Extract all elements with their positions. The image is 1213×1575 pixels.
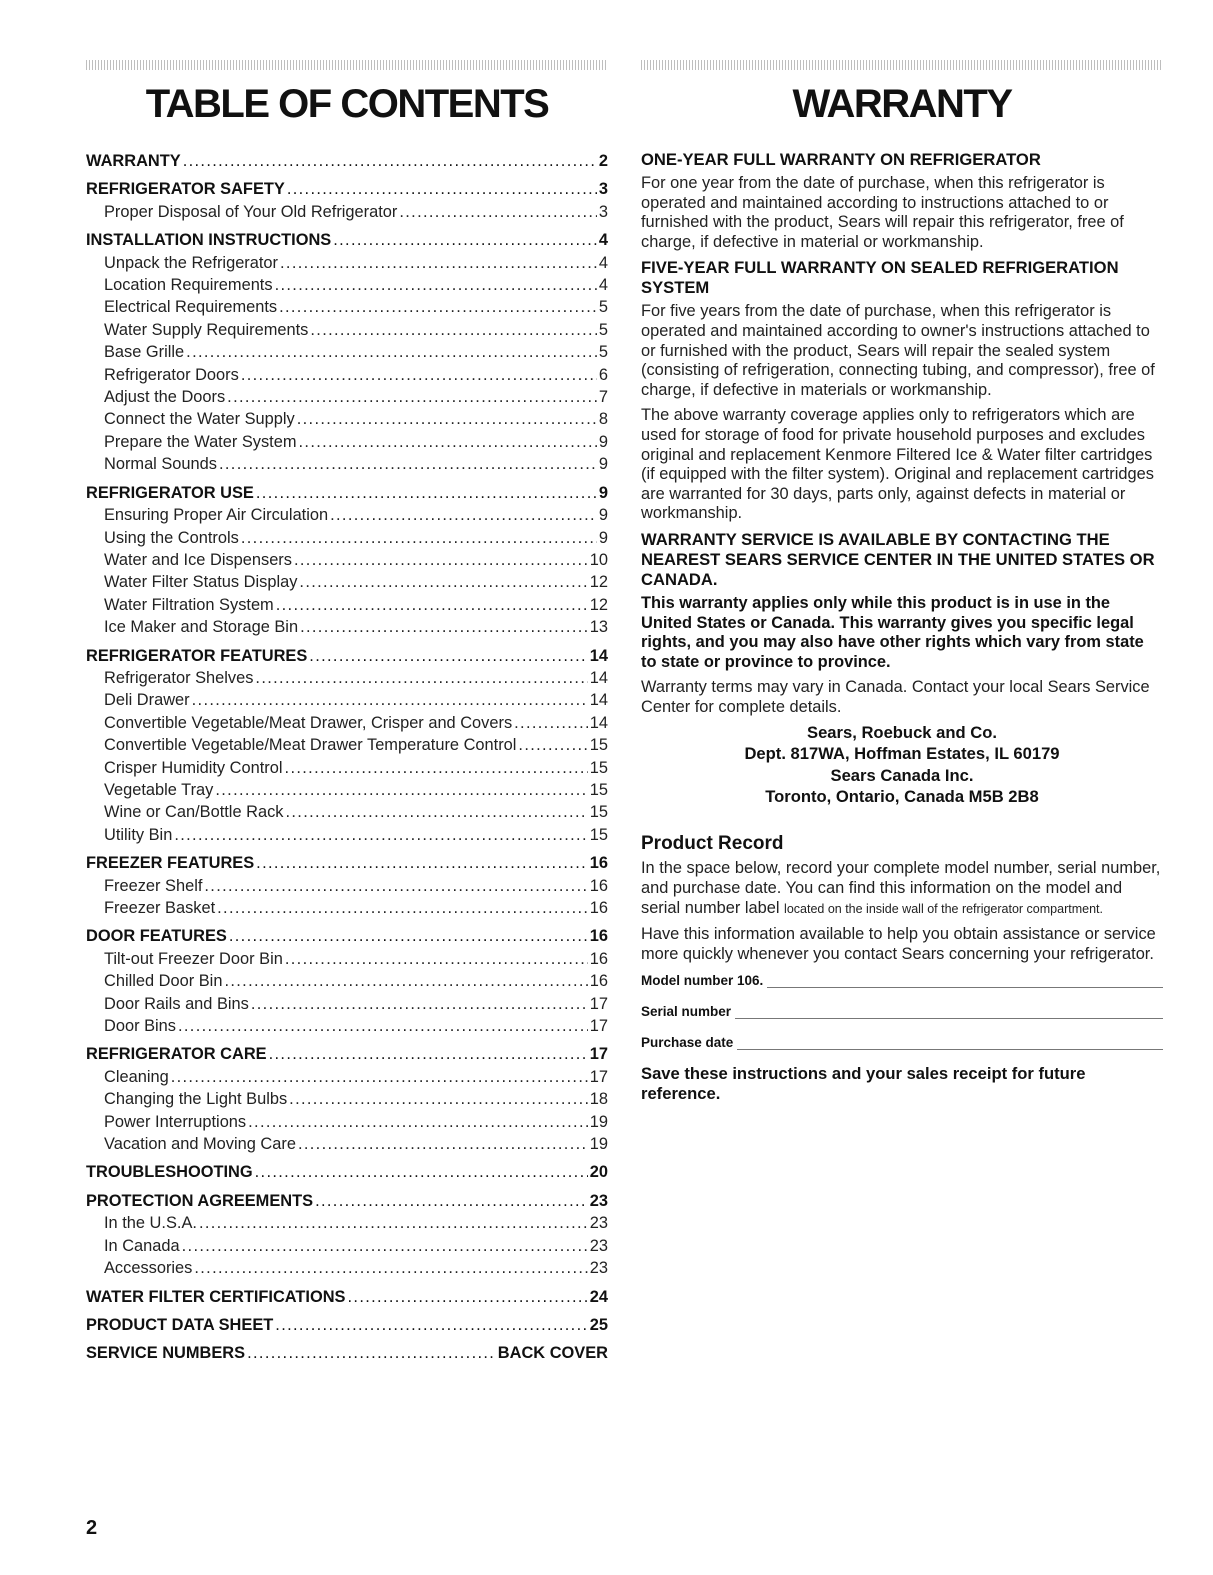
toc-dot-leader xyxy=(399,201,597,223)
toc-entry-label: Power Interruptions xyxy=(104,1112,247,1131)
toc-subentry xyxy=(86,897,608,919)
toc-entry-label: Convertible Vegetable/Meat Drawer, Crisper and Covers xyxy=(104,713,513,732)
toc-entry-label: Door Bins xyxy=(104,1017,176,1036)
toc-page-number: 15 xyxy=(589,736,608,755)
toc-entry-label: PROTECTION AGREEMENTS xyxy=(86,1191,314,1210)
toc-subentry xyxy=(86,970,608,992)
toc-page-number: 5 xyxy=(598,320,608,339)
toc-dot-leader xyxy=(174,824,587,846)
toc-page-number: 12 xyxy=(589,595,608,614)
toc-dot-leader xyxy=(204,875,587,897)
toc-entry-label: WATER FILTER CERTIFICATIONS xyxy=(86,1287,346,1306)
toc-entry-label: Vacation and Moving Care xyxy=(104,1135,296,1154)
toc-dot-leader xyxy=(297,408,597,430)
five-year-text: For five years from the date of purchase, when this refrigerator is operated and maintained according to owner's instructions attached to or furnished with the product, Sears will repair the sealed system (consisting of refrigeration, connecting tubing, and compressor), free of charge, if defective in materials or workmanship. xyxy=(641,302,1155,399)
service-heading: WARRANTY SERVICE IS AVAILABLE BY CONTACTING THE NEAREST SEARS SERVICE CENTER IN THE UNITED STATES OR CANADA. xyxy=(641,529,1155,589)
toc-entry-label: Chilled Door Bin xyxy=(104,972,223,991)
toc-page-number: 14 xyxy=(589,691,608,710)
toc-dot-leader xyxy=(276,594,588,616)
toc-dot-leader xyxy=(171,1066,588,1088)
toc-page-number: 17 xyxy=(589,1045,608,1064)
toc-dot-leader xyxy=(241,527,597,549)
toc-entry-label: Refrigerator Shelves xyxy=(104,668,254,687)
toc-section-entry xyxy=(86,1286,608,1308)
toc-dot-leader xyxy=(194,1257,587,1279)
toc-entry-label: Wine or Can/Bottle Rack xyxy=(104,803,284,822)
toc-page-number: 23 xyxy=(589,1236,608,1255)
toc-page-number: 15 xyxy=(589,780,608,799)
toc-subentry xyxy=(86,364,608,386)
toc-page-number: 6 xyxy=(598,365,608,384)
toc-dot-leader xyxy=(241,364,597,386)
toc-dot-leader xyxy=(294,549,588,571)
toc-dot-leader xyxy=(275,274,597,296)
toc-entry-label: Tilt-out Freezer Door Bin xyxy=(104,949,283,968)
toc-dot-leader xyxy=(227,386,597,408)
toc-page-number: 17 xyxy=(589,994,608,1013)
toc-dot-leader xyxy=(229,925,588,947)
toc-page-number: 8 xyxy=(598,410,608,429)
warranty-title: WARRANTY xyxy=(792,82,1012,126)
serial-number-label: Serial number xyxy=(641,1004,732,1020)
toc-subentry xyxy=(86,1133,608,1155)
product-record-intro-main: In the space below, record your complete model number, serial number, and purchase date. You can find this information on the model and serial number label xyxy=(641,859,1161,917)
purchase-date-line[interactable] xyxy=(737,1039,1163,1050)
toc-dot-leader xyxy=(348,1286,588,1308)
toc-dot-leader xyxy=(518,734,587,756)
toc-entry-label: Connect the Water Supply xyxy=(104,410,295,429)
toc-page-number: 15 xyxy=(589,758,608,777)
toc-entry-label: Utility Bin xyxy=(104,825,173,844)
product-record-intro xyxy=(641,859,1163,919)
address-us-name: Sears, Roebuck and Co. xyxy=(807,723,997,743)
toc-subentry xyxy=(86,824,608,846)
toc-subentry xyxy=(86,571,608,593)
toc-entry-label: Normal Sounds xyxy=(104,455,217,474)
toc-entry-label: Accessories xyxy=(104,1259,193,1278)
toc-entry-label: REFRIGERATOR CARE xyxy=(86,1045,267,1064)
toc-subentry xyxy=(86,1088,608,1110)
toc-page-number: 9 xyxy=(598,455,608,474)
toc-dot-leader xyxy=(310,319,597,341)
toc-entry-label: In the U.S.A. xyxy=(104,1214,197,1233)
toc-list xyxy=(86,150,608,1365)
toc-subentry xyxy=(86,801,608,823)
toc-entry-label: Door Rails and Bins xyxy=(104,994,249,1013)
toc-page-number: 15 xyxy=(589,803,608,822)
warranty-column xyxy=(641,60,1163,1104)
toc-subentry xyxy=(86,296,608,318)
toc-page-number: 17 xyxy=(589,1067,608,1086)
toc-dot-leader xyxy=(192,689,588,711)
one-year-heading: ONE-YEAR FULL WARRANTY ON REFRIGERATOR xyxy=(641,150,1041,169)
toc-subentry xyxy=(86,734,608,756)
toc-page-number: 23 xyxy=(589,1259,608,1278)
toc-entry-label: Water Supply Requirements xyxy=(104,320,309,339)
applies-text: This warranty applies only while this product is in use in the United States or Canada. This warranty gives you specific legal rights, and you may also have other rights which vary from state to state or province to province. xyxy=(641,593,1144,671)
toc-entry-label: In Canada xyxy=(104,1236,180,1255)
toc-dot-leader xyxy=(247,1342,496,1364)
toc-page-number: 16 xyxy=(589,876,608,895)
toc-page-number: 5 xyxy=(598,343,608,362)
toc-dot-leader xyxy=(285,801,587,823)
toc-subentry xyxy=(86,1015,608,1037)
toc-page-number: 18 xyxy=(589,1090,608,1109)
toc-dot-leader xyxy=(299,571,587,593)
toc-entry-label: Changing the Light Bulbs xyxy=(104,1090,288,1109)
toc-dot-leader xyxy=(285,948,588,970)
model-number-field[interactable] xyxy=(641,970,1163,988)
toc-section-entry xyxy=(86,1043,608,1065)
address-us-street: Dept. 817WA, Hoffman Estates, IL 60179 xyxy=(744,743,1060,763)
toc-entry-label: WARRANTY xyxy=(86,152,181,170)
toc-page-number: 4 xyxy=(598,276,608,295)
toc-page-number: 7 xyxy=(598,388,608,407)
toc-dot-leader xyxy=(330,504,597,526)
toc-dot-leader xyxy=(269,1043,588,1065)
toc-page-number: 16 xyxy=(589,927,608,946)
toc-entry-label: Vegetable Tray xyxy=(104,780,214,799)
toc-page-number: 23 xyxy=(589,1214,608,1233)
toc-page-number: 16 xyxy=(589,972,608,991)
toc-dot-leader xyxy=(256,852,588,874)
toc-entry-label: Water Filter Status Display xyxy=(104,573,298,592)
address-ca-name: Sears Canada Inc. xyxy=(830,766,974,786)
toc-subentry xyxy=(86,616,608,638)
toc-page-number: 3 xyxy=(598,180,608,199)
toc-dot-leader xyxy=(248,1111,588,1133)
toc-page-number: 15 xyxy=(589,825,608,844)
toc-subentry xyxy=(86,875,608,897)
toc-page-number: 9 xyxy=(598,432,608,451)
toc-dot-leader xyxy=(256,482,597,504)
toc-entry-label: Unpack the Refrigerator xyxy=(104,253,279,272)
toc-entry-label: Adjust the Doors xyxy=(104,388,226,407)
serial-number-field[interactable] xyxy=(641,1001,1163,1019)
toc-dot-leader xyxy=(287,178,597,200)
toc-dot-leader xyxy=(255,1161,588,1183)
toc-entry-label: Refrigerator Doors xyxy=(104,365,239,384)
toc-dot-leader xyxy=(333,229,597,251)
toc-entry-label: Base Grille xyxy=(104,343,185,362)
toc-page-number: 9 xyxy=(598,528,608,547)
toc-entry-label: Location Requirements xyxy=(104,276,273,295)
toc-dot-leader xyxy=(514,712,588,734)
toc-page-number: 25 xyxy=(589,1315,608,1334)
toc-page-number: 10 xyxy=(589,550,608,569)
toc-page-number: 20 xyxy=(589,1163,608,1182)
toc-entry-label: Cleaning xyxy=(104,1067,169,1086)
toc-page-number: 14 xyxy=(589,668,608,687)
toc-page-number: 9 xyxy=(598,483,608,502)
model-number-line[interactable] xyxy=(767,977,1163,988)
toc-subentry xyxy=(86,201,608,223)
toc-page-number: 24 xyxy=(589,1287,608,1306)
toc-entry-label: Convertible Vegetable/Meat Drawer Temperature Control xyxy=(104,736,517,755)
model-number-label: Model number 106. xyxy=(641,973,764,989)
coverage-text: The above warranty coverage applies only to refrigerators which are used for storage of food for private household purposes and excludes original and replacement Kenmore Filtered Ice & Water filter cartridges (if equipped with the filter system). Original and replacement cartridges are warranted for 30 days, parts only, against defects in material or workmanship. xyxy=(641,406,1154,523)
toc-dot-leader xyxy=(182,1235,588,1257)
address-ca-street: Toronto, Ontario, Canada M5B 2B8 xyxy=(765,786,1039,806)
one-year-text: For one year from the date of purchase, when this refrigerator is operated and maintained according to instructions attached to or furnished with the product, Sears will repair this refrigerator, free of charge, if defective in material or workmanship. xyxy=(641,174,1124,251)
toc-page-number: 17 xyxy=(589,1017,608,1036)
toc-dot-leader xyxy=(251,993,588,1015)
toc-subentry xyxy=(86,757,608,779)
toc-section-entry xyxy=(86,645,608,667)
toc-page-number: 19 xyxy=(589,1112,608,1131)
terms-text: Warranty terms may vary in Canada. Contact your local Sears Service Center for complete details. xyxy=(641,678,1150,716)
toc-entry-label: REFRIGERATOR SAFETY xyxy=(86,180,285,199)
toc-entry-label: REFRIGERATOR USE xyxy=(86,483,254,502)
toc-section-entry xyxy=(86,1190,608,1212)
toc-dot-leader xyxy=(215,779,587,801)
toc-entry-label: SERVICE NUMBERS xyxy=(86,1344,246,1363)
toc-dot-leader xyxy=(183,150,597,172)
toc-page-number: 3 xyxy=(598,202,608,221)
toc-dot-leader xyxy=(279,296,597,318)
toc-page-number: BACK COVER xyxy=(497,1344,608,1363)
toc-subentry xyxy=(86,252,608,274)
toc-subentry xyxy=(86,594,608,616)
toc-entry-label: Deli Drawer xyxy=(104,691,190,710)
toc-subentry xyxy=(86,431,608,453)
toc-entry-label: Freezer Shelf xyxy=(104,876,203,895)
toc-section-entry xyxy=(86,1342,608,1364)
toc-title: TABLE OF CONTENTS xyxy=(145,82,549,126)
toc-entry-label: Water and Ice Dispensers xyxy=(104,550,292,569)
toc-subentry xyxy=(86,1111,608,1133)
toc-subentry xyxy=(86,1257,608,1279)
toc-entry-label: Freezer Basket xyxy=(104,899,216,917)
toc-dot-leader xyxy=(285,757,588,779)
toc-entry-label: INSTALLATION INSTRUCTIONS xyxy=(86,231,332,250)
toc-section-entry xyxy=(86,178,608,200)
toc-subentry xyxy=(86,948,608,970)
toc-dot-leader xyxy=(298,1133,588,1155)
toc-entry-label: Crisper Humidity Control xyxy=(104,758,283,777)
toc-dot-leader xyxy=(224,970,587,992)
purchase-date-label: Purchase date xyxy=(641,1035,734,1051)
toc-page-number: 4 xyxy=(598,231,608,250)
toc-subentry xyxy=(86,453,608,475)
toc-entry-label: Electrical Requirements xyxy=(104,298,278,317)
toc-page-number: 16 xyxy=(589,949,608,968)
toc-dot-leader xyxy=(255,667,587,689)
toc-page-number: 14 xyxy=(589,646,608,665)
toc-subentry xyxy=(86,1235,608,1257)
toc-subentry xyxy=(86,779,608,801)
product-record-intro-small: located on the inside wall of the refrigerator compartment. xyxy=(784,901,1103,916)
toc-dot-leader xyxy=(217,897,588,919)
product-record-title: Product Record xyxy=(641,833,784,855)
toc-section-entry xyxy=(86,1161,608,1183)
toc-entry-label: Prepare the Water System xyxy=(104,432,297,451)
toc-subentry xyxy=(86,1212,608,1234)
toc-dot-leader xyxy=(300,616,588,638)
toc-subentry xyxy=(86,549,608,571)
toc-page-number: 16 xyxy=(589,899,608,917)
toc-entry-label: DOOR FEATURES xyxy=(86,927,227,946)
toc-dot-leader xyxy=(299,431,597,453)
toc-dot-leader xyxy=(315,1190,588,1212)
toc-subentry xyxy=(86,667,608,689)
purchase-date-field[interactable] xyxy=(641,1032,1163,1050)
toc-subentry xyxy=(86,274,608,296)
toc-subentry xyxy=(86,504,608,526)
toc-entry-label: Water Filtration System xyxy=(104,595,274,614)
toc-dot-leader xyxy=(289,1088,588,1110)
toc-entry-label: PRODUCT DATA SHEET xyxy=(86,1315,274,1334)
five-year-heading: FIVE-YEAR FULL WARRANTY ON SEALED REFRIGERATION SYSTEM xyxy=(641,258,1119,298)
toc-section-entry xyxy=(86,482,608,504)
toc-dot-leader xyxy=(199,1212,588,1234)
toc-subentry xyxy=(86,993,608,1015)
toc-entry-label: REFRIGERATOR FEATURES xyxy=(86,646,308,665)
toc-subentry xyxy=(86,1066,608,1088)
toc-section-entry xyxy=(86,150,608,172)
toc-entry-label: Ice Maker and Storage Bin xyxy=(104,618,299,637)
toc-column xyxy=(86,60,608,1365)
toc-dot-leader xyxy=(280,252,597,274)
toc-dot-leader xyxy=(309,645,587,667)
toc-dot-leader xyxy=(178,1015,588,1037)
toc-entry-label: TROUBLESHOOTING xyxy=(86,1163,253,1182)
toc-section-entry xyxy=(86,925,608,947)
toc-subentry xyxy=(86,712,608,734)
toc-page-number: 19 xyxy=(589,1135,608,1154)
toc-dot-leader xyxy=(275,1314,587,1336)
toc-subentry xyxy=(86,408,608,430)
toc-subentry xyxy=(86,319,608,341)
toc-page-number: 14 xyxy=(589,713,608,732)
availability-text: Have this information available to help you obtain assistance or service more quickly whenever you contact Sears concerning your refrigerator. xyxy=(641,925,1156,963)
toc-section-entry xyxy=(86,1314,608,1336)
toc-page-number: 16 xyxy=(589,854,608,873)
toc-dot-leader xyxy=(186,341,597,363)
toc-section-entry xyxy=(86,852,608,874)
toc-entry-label: Using the Controls xyxy=(104,528,239,547)
top-rule xyxy=(86,60,608,70)
serial-number-line[interactable] xyxy=(735,1008,1163,1019)
toc-page-number: 23 xyxy=(589,1191,608,1210)
toc-entry-label: Proper Disposal of Your Old Refrigerator xyxy=(104,202,398,221)
toc-dot-leader xyxy=(219,453,597,475)
toc-entry-label: Ensuring Proper Air Circulation xyxy=(104,506,329,525)
toc-page-number: 4 xyxy=(598,253,608,272)
toc-page-number: 9 xyxy=(598,506,608,525)
toc-page-number: 13 xyxy=(589,618,608,637)
toc-subentry xyxy=(86,386,608,408)
toc-subentry xyxy=(86,689,608,711)
toc-entry-label: FREEZER FEATURES xyxy=(86,854,255,873)
toc-page-number: 2 xyxy=(598,152,608,170)
page-number: 2 xyxy=(86,1517,98,1539)
toc-section-entry xyxy=(86,229,608,251)
toc-page-number: 5 xyxy=(598,298,608,317)
toc-page-number: 12 xyxy=(589,573,608,592)
toc-subentry xyxy=(86,527,608,549)
save-instructions-text: Save these instructions and your sales receipt for future reference. xyxy=(641,1064,1086,1104)
toc-subentry xyxy=(86,341,608,363)
top-rule xyxy=(641,60,1163,70)
